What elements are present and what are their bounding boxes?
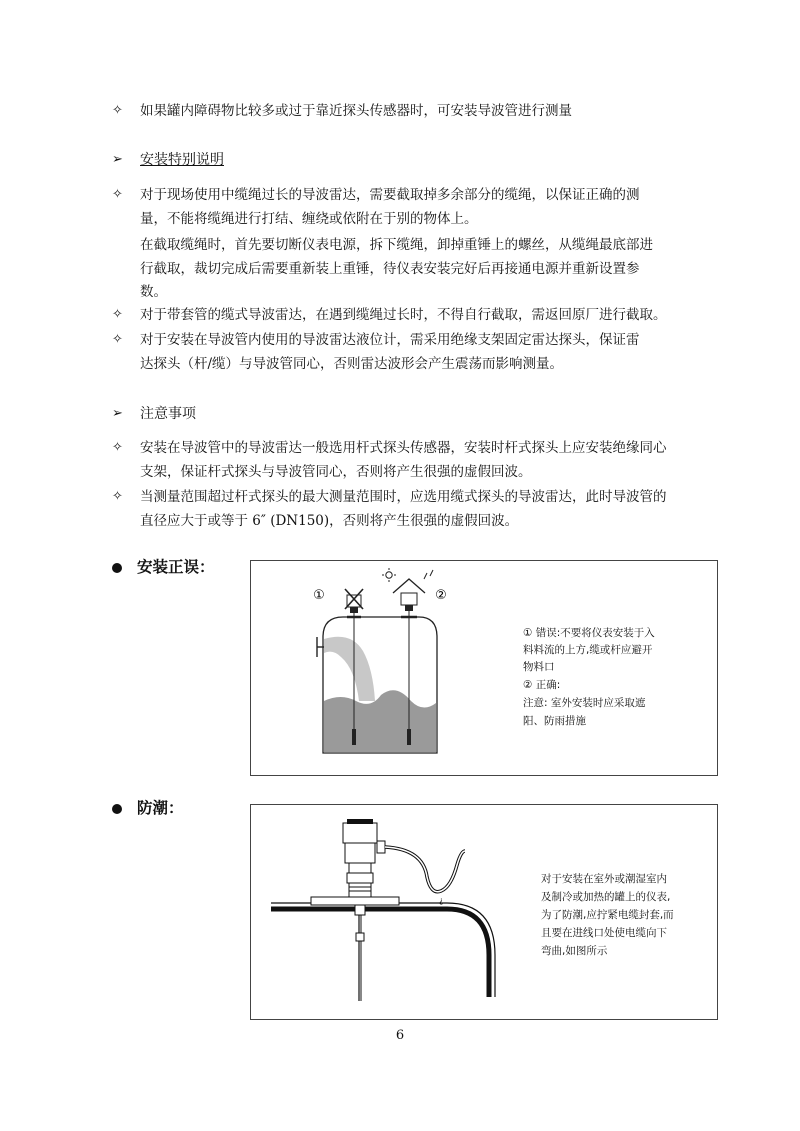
section1-heading: 安装特别说明 (140, 152, 224, 168)
intro-marker: ✧ (112, 103, 123, 118)
section1-item1-line5: 数。 (140, 284, 167, 300)
figure1-box (250, 560, 718, 776)
section1-marker: ➢ (112, 152, 123, 167)
section1-item1-marker: ✧ (112, 187, 123, 202)
page-number: 6 (395, 1028, 405, 1043)
cable-gland (377, 841, 385, 853)
figure1-note-2: 料料流的上方,缆或杆应避开 (523, 644, 653, 656)
figure1-note-3: 物料口 (523, 661, 555, 673)
roof-shelter (393, 579, 425, 593)
tank-wall (271, 909, 489, 997)
section1-item1-line3: 在截取缆绳时，首先要切断仪表电源，拆下缆绳，卸掉重锤上的螺丝，从缆绳最底部进 (140, 237, 653, 253)
section1-item3-line1: 对于安装在导波管内使用的导波雷达液位计，需采用绝缘支架固定雷达探头，保证雷 (140, 332, 640, 348)
sun-icon (386, 572, 392, 578)
figure2-box (250, 804, 718, 1020)
figure2-bullet (112, 804, 122, 814)
section2-item2-line1: 当测量范围超过杆式探头的最大测量范围时，应选用缆式探头的导波雷达，此时导波管的 (140, 489, 667, 505)
figure1-bullet (112, 563, 122, 573)
figure2-note-5: 弯曲,如图所示 (541, 945, 608, 957)
svg-text:¿: ¿ (439, 896, 444, 905)
figure2-title: 防潮： (137, 799, 184, 817)
section2-item2-line2: 直径应大于或等于 6″ (DN150)，否则将产生很强的虚假回波。 (140, 513, 519, 529)
figure2-note-1: 对于安装在室外或潮湿室内 (541, 873, 667, 885)
section1-item1-line1: 对于现场使用中缆绳过长的导波雷达，需要截取掉多余部分的缆绳，以保证正确的测 (140, 187, 640, 203)
section2-item1-line2: 支架，保证杆式探头与导波管同心，否则将产生很强的虚假回波。 (140, 464, 532, 480)
figure1-note-6: 阳、防雨措施 (523, 715, 586, 727)
figure1-note-1: ① 错误:不要将仪表安装于入 (523, 627, 655, 639)
section1-item3-line2: 达探头（杆/缆）与导波管同心，否则雷达波形会产生震荡而影响测量。 (140, 356, 564, 372)
figure2-note-3: 为了防潮,应拧紧电缆封套,而 (541, 909, 674, 921)
section1-item2-marker: ✧ (112, 307, 123, 322)
figure1-label-right: ② (435, 588, 447, 603)
intro-text: 如果罐内障碍物比较多或过于靠近探头传感器时，可安装导波管进行测量 (140, 103, 572, 119)
section1-item1-line2: 量，不能将缆绳进行打结、缠绕或依附在于别的物体上。 (140, 211, 478, 227)
figure1-title: 安装正误： (137, 558, 215, 576)
figure1-note-5: 注意: 室外安装时应采取遮 (523, 697, 646, 709)
section1-item3-marker: ✧ (112, 332, 123, 347)
figure1-note-4: ② 正确: (523, 679, 561, 691)
section1-item1-line4: 行截取，裁切完成后需要重新装上重锤，待仪表安装完好后再接通电源并重新设置参 (140, 261, 640, 277)
figure2-note-4: 且要在进线口处使电缆向下 (541, 927, 667, 939)
section1-item2-line1: 对于带套管的缆式导波雷达，在遇到缆绳过长时，不得自行截取，需返回原厂进行截取。 (140, 307, 667, 323)
section2-heading: 注意事项 (140, 406, 196, 422)
section2-marker: ➢ (112, 406, 123, 421)
figure1-label-wrong: ① (313, 588, 325, 603)
instrument-head (343, 823, 377, 843)
rain-icon (424, 570, 433, 579)
figure2-note-2: 及制冷或加热的罐上的仪表, (541, 891, 671, 903)
section2-item1-line1: 安装在导波管中的导波雷达一般选用杆式探头传感器，安装时杆式探头上应安装绝缘同心 (140, 440, 667, 456)
figure1-tank-diagram (251, 561, 717, 775)
flange (311, 897, 399, 905)
section2-item1-marker: ✧ (112, 440, 123, 455)
section2-item2-marker: ✧ (112, 489, 123, 504)
right-instrument (401, 593, 417, 605)
